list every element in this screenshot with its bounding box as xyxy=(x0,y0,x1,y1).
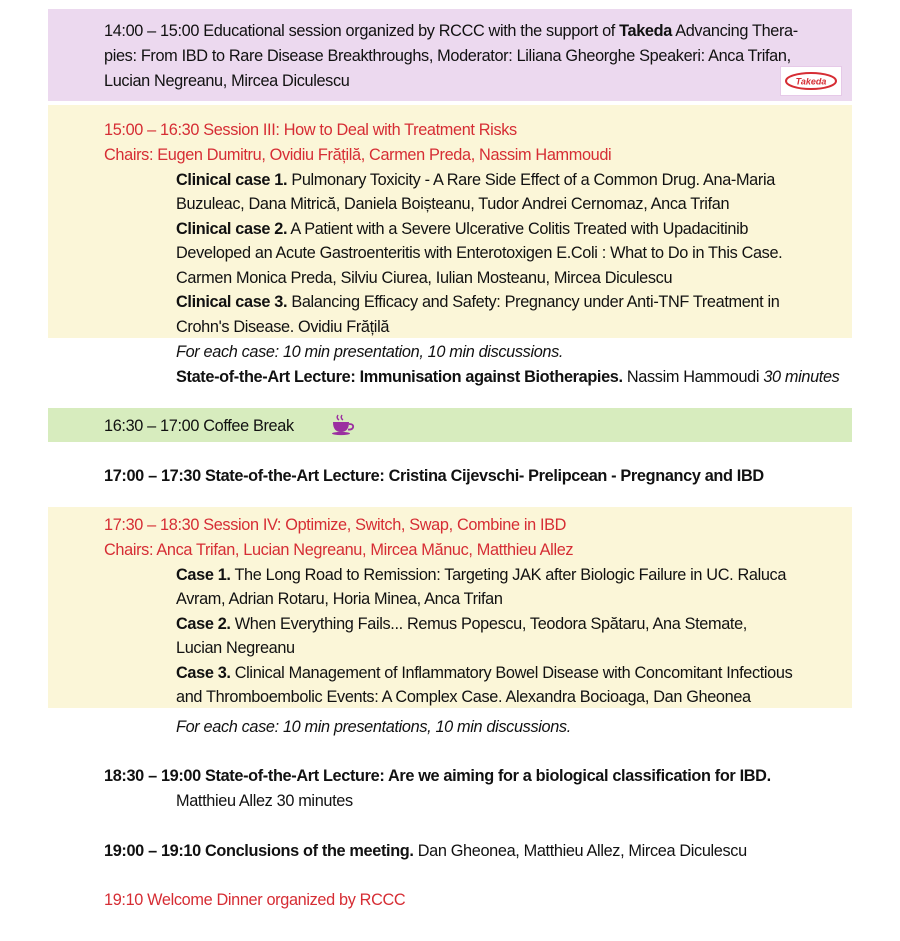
session3-case3-line-1: Clinical case 3. Balancing Efficacy and Safety: Pregnancy under Anti-TNF Treatment in xyxy=(176,293,780,311)
coffee-cup-icon xyxy=(330,414,356,436)
session4-note: For each case: 10 min presentations, 10 min discussions. xyxy=(176,718,571,736)
session3-chairs: Chairs: Eugen Dumitru, Ovidiu Frățilă, Carmen Preda, Nassim Hammoudi xyxy=(104,146,612,164)
session3-case3-line-2: Crohn's Disease. Ovidiu Frățilă xyxy=(176,318,390,336)
welcome-dinner: 19:10 Welcome Dinner organized by RCCC xyxy=(104,891,406,909)
session3-case2-line-1: Clinical case 2. A Patient with a Severe Ulcerative Colitis Treated with Upadacitinib xyxy=(176,220,749,238)
lecture-1830-line-2: Matthieu Allez 30 minutes xyxy=(176,792,353,810)
svg-text:Takeda: Takeda xyxy=(795,76,827,87)
session4-case1-line-2: Avram, Adrian Rotaru, Horia Minea, Anca Trifan xyxy=(176,590,503,608)
takeda-session-line-1: 14:00 – 15:00 Educational session organized by RCCC with the support of Takeda Advancing Thera- xyxy=(104,22,798,40)
session3-case2-line-3: Carmen Monica Preda, Silviu Ciurea, Iulian Mosteanu, Mircea Diculescu xyxy=(176,269,673,287)
session4-case2-line-2: Lucian Negreanu xyxy=(176,639,295,657)
session3-title: 15:00 – 16:30 Session III: How to Deal with Treatment Risks xyxy=(104,121,517,139)
session3-case1-line-2: Buzuleac, Dana Mitrică, Daniela Boișteanu, Tudor Andrei Cernomaz, Anca Trifan xyxy=(176,195,730,213)
lecture-1830-line-1: 18:30 – 19:00 State-of-the-Art Lecture: Are we aiming for a biological classification for IBD. xyxy=(104,767,771,785)
session4-title: 17:30 – 18:30 Session IV: Optimize, Switch, Swap, Combine in IBD xyxy=(104,516,567,534)
session3-lecture: State-of-the-Art Lecture: Immunisation against Biotherapies. Nassim Hammoudi 30 minutes xyxy=(176,368,840,386)
session4-chairs: Chairs: Anca Trifan, Lucian Negreanu, Mircea Mănuc, Matthieu Allez xyxy=(104,541,574,559)
takeda-brand-name: Takeda xyxy=(619,22,672,40)
lecture-1700: 17:00 – 17:30 State-of-the-Art Lecture: Cristina Cijevschi- Prelipcean - Pregnancy and IBD xyxy=(104,467,764,485)
session3-note: For each case: 10 min presentation, 10 min discussions. xyxy=(176,343,564,361)
takeda-session-line-3: Lucian Negreanu, Mircea Diculescu xyxy=(104,72,350,90)
session4-case3-line-1: Case 3. Clinical Management of Inflammatory Bowel Disease with Concomitant Infectious xyxy=(176,664,793,682)
coffee-break-text: 16:30 – 17:00 Coffee Break xyxy=(104,417,294,435)
conclusions: 19:00 – 19:10 Conclusions of the meeting. Dan Gheonea, Matthieu Allez, Mircea Diculescu xyxy=(104,842,747,860)
session4-case3-line-2: and Thromboembolic Events: A Complex Case. Alexandra Bocioaga, Dan Gheonea xyxy=(176,688,751,706)
takeda-session-line-2: pies: From IBD to Rare Disease Breakthroughs, Moderator: Liliana Gheorghe Speakeri: Anca Trifan, xyxy=(104,47,791,65)
session3-case1-line-1: Clinical case 1. Pulmonary Toxicity - A Rare Side Effect of a Common Drug. Ana-Maria xyxy=(176,171,775,189)
takeda-logo xyxy=(780,66,842,96)
session4-case1-line-1: Case 1. The Long Road to Remission: Targeting JAK after Biologic Failure in UC. Raluca xyxy=(176,566,787,584)
session3-case2-line-2: Developed an Acute Gastroenteritis with Enterotoxigen E.Coli : What to Do in This Case. xyxy=(176,244,783,262)
session4-case2-line-1: Case 2. When Everything Fails... Remus Popescu, Teodora Spătaru, Ana Stemate, xyxy=(176,615,747,633)
